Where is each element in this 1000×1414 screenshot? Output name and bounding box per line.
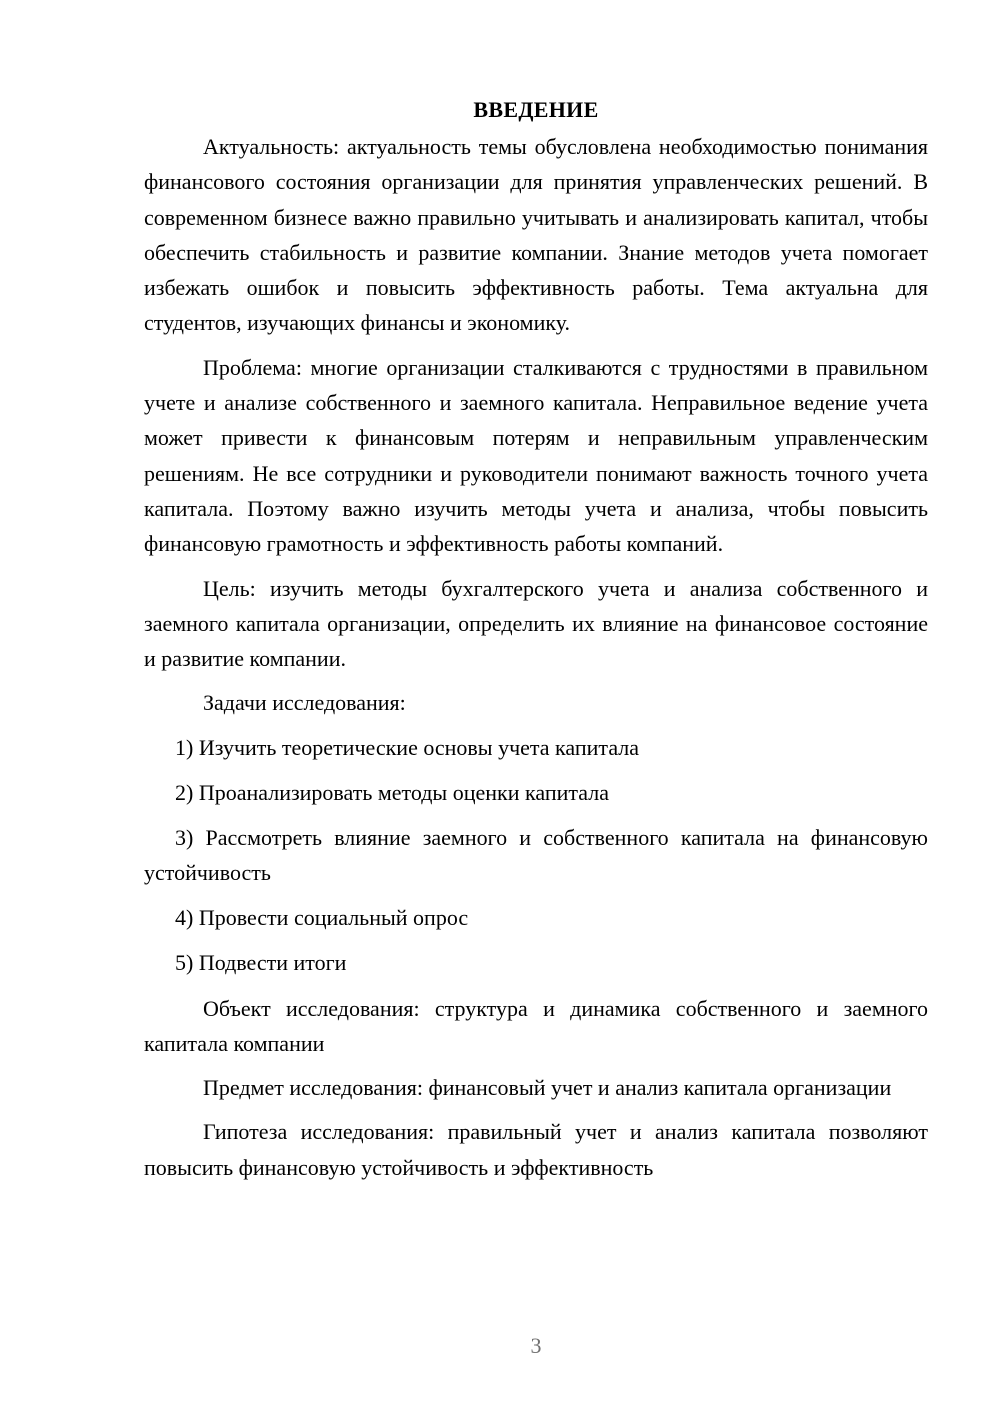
page-content (144, 94, 928, 1194)
task-item-4: 4) Провести социальный опрос (175, 905, 469, 931)
task-item-5: 5) Подвести итоги (175, 950, 347, 976)
page-number: 3 (530, 1333, 542, 1358)
hypothesis-paragraph: Гипотеза исследования: правильный учет и анализ капитала позволяют повысить финансовую устойчивость и эффективность (144, 1119, 928, 1180)
object-paragraph: Объект исследования: структура и динамика собственного и заемного капитала компании (144, 995, 928, 1056)
task-item-3: 3) Рассмотреть влияние заемного и собственного капитала на финансовую устойчивость (144, 824, 928, 886)
subject-paragraph: Предмет исследования: финансовый учет и анализ капитала организации (203, 1075, 892, 1101)
goal-paragraph: Цель: изучить методы бухгалтерского учета и анализа собственного и заемного капитала организации, определить их влияние на финансовое состояние и развитие компании. (144, 575, 928, 672)
task-item-2: 2) Проанализировать методы оценки капитала (175, 779, 609, 805)
page-title: ВВЕДЕНИЕ (473, 97, 599, 122)
relevance-paragraph: Актуальность: актуальность темы обусловлена необходимостью понимания финансового состояния организации для принятия управленческих решений. В современном бизнесе важно правильно учитывать и анализировать капитал, чтобы обеспечить стабильность и развитие компании. Знание методов учета помогает избежать ошибок и повысить эффективность работы. Тема актуальна для студентов, изучающих финансы и экономику. (144, 134, 928, 336)
problem-paragraph: Проблема: многие организации сталкиваются с трудностями в правильном учете и анализе собственного и заемного капитала. Неправильное ведение учета может привести к финансовым потерям и неправильным управленческим решениям. Не все сотрудники и руководители понимают важность точного учета капитала. Поэтому важно изучить методы учета и анализа, чтобы повысить финансовую грамотность и эффективность работы компаний. (144, 354, 928, 557)
tasks-heading: Задачи исследования: (203, 690, 406, 716)
task-item-1: 1) Изучить теоретические основы учета капитала (175, 734, 640, 760)
